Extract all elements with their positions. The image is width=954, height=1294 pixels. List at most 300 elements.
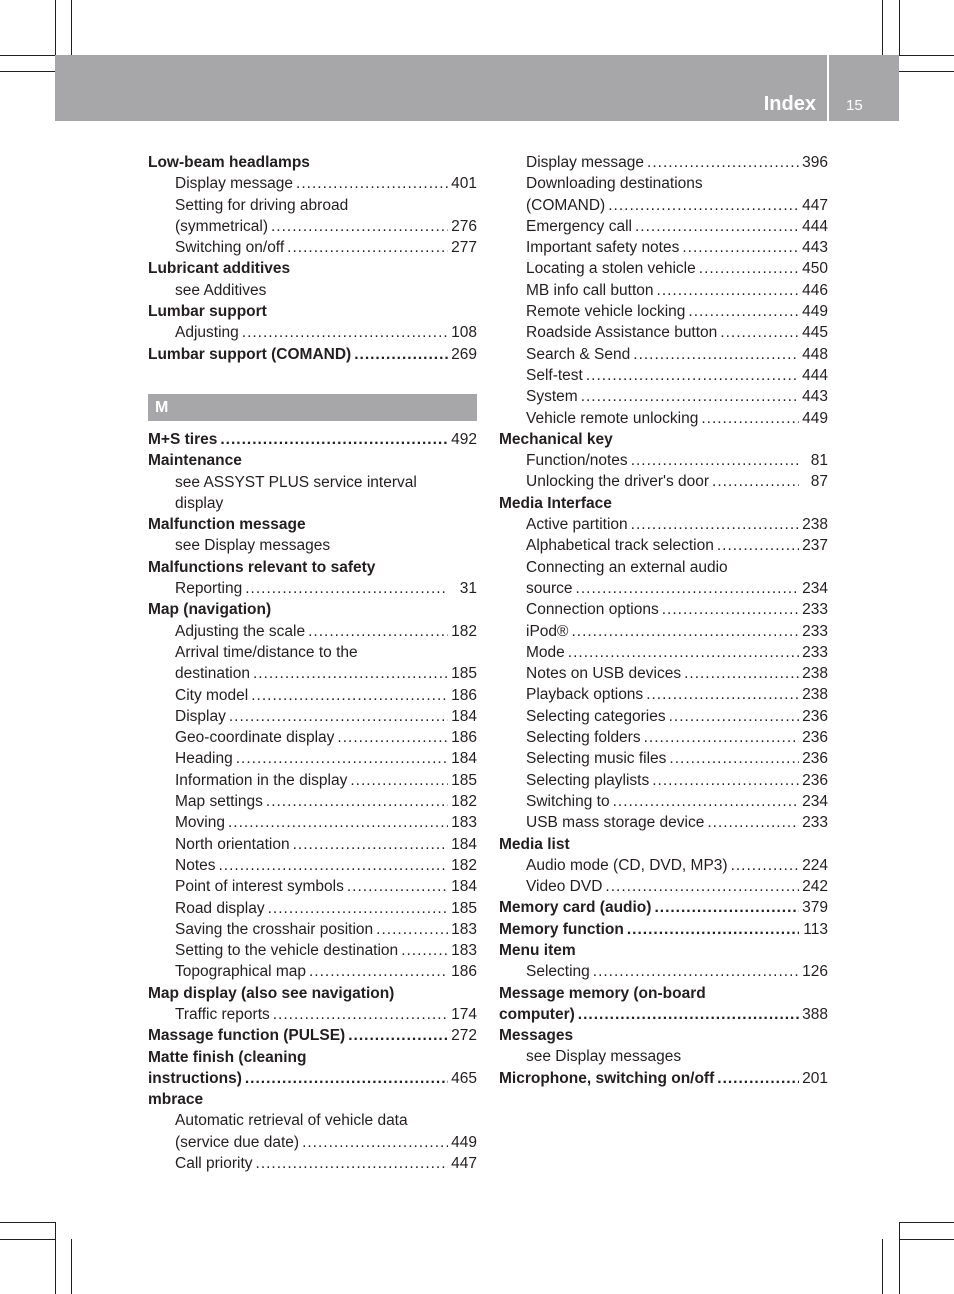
entry-text: Mechanical key (499, 430, 613, 448)
dot-leader (699, 258, 799, 279)
index-subentry (148, 535, 477, 556)
dot-leader (669, 748, 799, 769)
entry-text: Microphone, switching on/off (499, 1069, 715, 1087)
dot-leader (236, 748, 448, 769)
dot-leader (568, 642, 799, 663)
page-reference: 465 (451, 1069, 477, 1087)
entry-text: Saving the crosshair position (175, 920, 374, 938)
page-reference: 236 (802, 750, 828, 768)
index-entry (499, 493, 828, 514)
entry-text: (service due date) (175, 1133, 300, 1151)
index-subentry (148, 748, 477, 769)
entry-text: Audio mode (CD, DVD, MP3) (526, 856, 728, 874)
page-reference: 233 (802, 643, 828, 661)
entry-text: Setting for driving abroad (175, 196, 349, 214)
entry-text: mbrace (148, 1091, 204, 1109)
index-subentry (499, 195, 828, 216)
crop-mark (899, 1239, 954, 1240)
index-subentry (148, 706, 477, 727)
index-subentry (148, 1004, 477, 1025)
page-reference: 233 (802, 814, 828, 832)
page-reference: 444 (802, 366, 828, 384)
index-subentry (499, 791, 828, 812)
index-subentry (499, 599, 828, 620)
dot-leader (578, 1004, 799, 1025)
entry-text: City model (175, 686, 249, 704)
index-subentry (148, 1153, 477, 1174)
entry-text: Vehicle remote unlocking (526, 409, 699, 427)
page-reference: 238 (802, 686, 828, 704)
dot-leader (647, 152, 799, 173)
dot-leader (712, 471, 799, 492)
dot-leader (271, 216, 448, 237)
entry-text: Mode (526, 643, 565, 661)
dot-leader (571, 621, 799, 642)
page-reference: 87 (810, 473, 828, 491)
entry-text: Display message (175, 175, 294, 193)
entry-text: Media list (499, 835, 570, 853)
crop-mark (882, 0, 883, 55)
page-reference: 444 (802, 217, 828, 235)
index-entry (148, 1068, 477, 1089)
dot-leader (662, 599, 799, 620)
index-entry (148, 301, 477, 322)
entry-text: North orientation (175, 835, 290, 853)
page-reference: 242 (802, 878, 828, 896)
index-subentry (499, 770, 828, 791)
index-entry (148, 557, 477, 578)
index-entry (148, 152, 477, 173)
index-subentry (148, 472, 477, 493)
dot-leader (251, 685, 448, 706)
entry-text: Low-beam headlamps (148, 154, 310, 171)
crop-mark (899, 71, 954, 72)
entry-text: Selecting folders (526, 729, 641, 747)
dot-leader (605, 876, 799, 897)
dot-leader (635, 216, 799, 237)
index-subentry (148, 280, 477, 301)
index-subentry (148, 919, 477, 940)
entry-text: Emergency call (526, 217, 632, 235)
page-reference: 401 (451, 175, 477, 193)
index-subentry (148, 727, 477, 748)
dot-leader (627, 919, 799, 940)
dot-leader (646, 684, 799, 705)
page-reference: 233 (802, 622, 828, 640)
page-reference: 238 (802, 516, 828, 534)
entry-text: Self-test (526, 366, 583, 384)
dot-leader (401, 940, 448, 961)
crop-mark (882, 1239, 883, 1294)
dot-leader (245, 578, 448, 599)
entry-text: Memory card (audio) (499, 899, 652, 917)
entry-text: Selecting playlists (526, 771, 650, 789)
index-subentry (499, 855, 828, 876)
entry-text: Switching to (526, 792, 610, 810)
index-subentry (499, 237, 828, 258)
entry-text: Moving (175, 814, 225, 832)
page-reference: 31 (459, 580, 477, 598)
page-reference: 272 (451, 1027, 477, 1045)
dot-leader (707, 812, 799, 833)
index-subentry (148, 791, 477, 812)
entry-text: Lubricant additives (148, 260, 291, 278)
index-subentry (499, 301, 828, 322)
entry-text: display (175, 494, 224, 512)
page-reference: 182 (451, 856, 477, 874)
dot-leader (302, 1132, 448, 1153)
entry-text: Selecting categories (526, 707, 666, 725)
entry-text: Switching on/off (175, 239, 285, 257)
entry-text: Map (navigation) (148, 601, 272, 619)
dot-leader (245, 1068, 448, 1089)
entry-text: Information in the display (175, 771, 348, 789)
entry-text: Traffic reports (175, 1005, 270, 1023)
index-subentry (499, 621, 828, 642)
dot-leader (256, 1153, 448, 1174)
crop-mark (71, 0, 72, 55)
entry-text: Remote vehicle locking (526, 303, 686, 321)
dot-leader (268, 898, 448, 919)
entry-text: Maintenance (148, 452, 242, 470)
dot-leader (608, 195, 799, 216)
dot-leader (229, 706, 448, 727)
dot-leader (228, 812, 448, 833)
page-reference: 184 (451, 707, 477, 725)
entry-text: Display (175, 707, 226, 725)
dot-leader (287, 237, 448, 258)
entry-text: Map display (also see navigation) (148, 984, 395, 1002)
index-subentry (499, 684, 828, 705)
entry-text: Playback options (526, 686, 644, 704)
entry-text: Menu item (499, 941, 576, 959)
entry-text: Arrival time/distance to the (175, 643, 358, 661)
index-column-left (148, 152, 477, 1174)
index-subentry (499, 365, 828, 386)
crop-mark (899, 1222, 900, 1294)
page-reference: 182 (451, 622, 477, 640)
entry-text: Adjusting (175, 324, 239, 342)
dot-leader (348, 1025, 448, 1046)
entry-text: Locating a stolen vehicle (526, 260, 696, 278)
page-reference: 450 (802, 260, 828, 278)
index-subentry (499, 322, 828, 343)
index-subentry (499, 216, 828, 237)
header-divider (827, 55, 829, 121)
index-subentry (148, 237, 477, 258)
entry-text: Search & Send (526, 345, 631, 363)
entry-text: MB info call button (526, 281, 654, 299)
index-entry (148, 599, 477, 620)
page-reference: 449 (802, 303, 828, 321)
page-reference: 183 (451, 920, 477, 938)
page-reference: 185 (451, 665, 477, 683)
index-entry (499, 429, 828, 450)
entry-text: Heading (175, 750, 233, 768)
entry-text: Connection options (526, 601, 659, 619)
dot-leader (631, 450, 799, 471)
index-subentry (148, 621, 477, 642)
crop-mark (55, 0, 56, 55)
dot-leader (613, 791, 799, 812)
dot-leader (253, 663, 448, 684)
index-entry (499, 919, 828, 940)
index-subentry (148, 1110, 477, 1131)
index-subentry (148, 322, 477, 343)
index-subentry (499, 280, 828, 301)
entry-text: see ASSYST PLUS service interval (175, 473, 417, 491)
page-reference: 81 (810, 452, 828, 470)
crop-mark (0, 1239, 55, 1240)
entry-text: Media Interface (499, 494, 612, 512)
index-subentry (499, 961, 828, 982)
index-subentry (148, 940, 477, 961)
entry-text: Selecting (526, 963, 590, 981)
page-number: 15 (846, 97, 863, 114)
page-reference: 443 (802, 388, 828, 406)
entry-text: Geo-coordinate display (175, 729, 335, 747)
entry-text: see Display messages (175, 537, 331, 555)
entry-text: Unlocking the driver's door (526, 473, 710, 491)
index-subentry (499, 748, 828, 769)
index-entry (499, 983, 828, 1004)
index-column-right (499, 152, 828, 1089)
index-subentry (499, 386, 828, 407)
entry-text: Video DVD (526, 878, 603, 896)
dot-leader (644, 727, 799, 748)
dot-leader (337, 727, 448, 748)
page-reference: 448 (802, 345, 828, 363)
entry-text: Display message (526, 154, 645, 171)
index-entry (148, 1025, 477, 1046)
page-reference: 234 (802, 579, 828, 597)
section-letter: M (148, 394, 477, 421)
index-subentry (148, 898, 477, 919)
page-reference: 379 (802, 899, 828, 917)
index-subentry (499, 557, 828, 578)
entry-text: Notes (175, 856, 216, 874)
index-entry (148, 1047, 477, 1068)
dot-leader (273, 1004, 448, 1025)
index-subentry (148, 1132, 477, 1153)
page-reference: 185 (451, 899, 477, 917)
dot-leader (633, 344, 799, 365)
entry-text: Notes on USB devices (526, 665, 682, 683)
dot-leader (309, 961, 448, 982)
entry-text: Massage function (PULSE) (148, 1027, 346, 1045)
page-title: Index (763, 93, 816, 115)
dot-leader (308, 621, 448, 642)
entry-text: Matte finish (cleaning (148, 1048, 307, 1066)
dot-leader (669, 706, 799, 727)
page-reference: 449 (802, 409, 828, 427)
index-entry (499, 1025, 828, 1046)
dot-leader (354, 344, 448, 365)
index-entry (499, 940, 828, 961)
entry-text: Message memory (on-board (499, 984, 706, 1002)
index-subentry (148, 642, 477, 663)
page-reference: 238 (802, 665, 828, 683)
page-reference: 183 (451, 942, 477, 960)
page-reference: 108 (451, 324, 477, 342)
index-subentry (148, 834, 477, 855)
index-subentry (499, 258, 828, 279)
dot-leader (293, 834, 448, 855)
page-reference: 233 (802, 601, 828, 619)
index-subentry (499, 450, 828, 471)
page-reference: 186 (451, 963, 477, 981)
index-subentry (499, 727, 828, 748)
crop-mark (0, 55, 55, 56)
index-subentry (148, 216, 477, 237)
index-subentry (148, 173, 477, 194)
dot-leader (586, 365, 799, 386)
index-subentry (148, 876, 477, 897)
index-subentry (148, 770, 477, 791)
dot-leader (688, 301, 799, 322)
index-subentry (499, 663, 828, 684)
entry-text: see Display messages (526, 1048, 682, 1066)
dot-leader (652, 770, 799, 791)
dot-leader (654, 897, 799, 918)
dot-leader (717, 1068, 799, 1089)
page-reference: 236 (802, 729, 828, 747)
page-reference: 174 (451, 1005, 477, 1023)
entry-text: Setting to the vehicle destination (175, 942, 399, 960)
entry-text: Lumbar support (COMAND) (148, 345, 352, 363)
dot-leader (717, 535, 799, 556)
crop-mark (899, 1222, 954, 1223)
page-reference: 446 (802, 281, 828, 299)
index-subentry (499, 152, 828, 173)
crop-mark (899, 0, 900, 55)
index-subentry (499, 812, 828, 833)
index-subentry (499, 173, 828, 194)
page-reference: 186 (451, 686, 477, 704)
index-entry (499, 834, 828, 855)
entry-text: instructions) (148, 1069, 242, 1087)
index-entry (499, 1068, 828, 1089)
page-reference: 236 (802, 707, 828, 725)
index-entry (499, 1004, 828, 1025)
dot-leader (347, 876, 448, 897)
dot-leader (657, 280, 799, 301)
crop-mark (0, 1222, 55, 1223)
entry-text: source (526, 579, 573, 597)
index-subentry (499, 642, 828, 663)
index-subentry (148, 961, 477, 982)
index-entry (148, 258, 477, 279)
dot-leader (220, 429, 448, 450)
entry-text: USB mass storage device (526, 814, 705, 832)
page-reference: 186 (451, 729, 477, 747)
entry-text: Alphabetical track selection (526, 537, 714, 555)
page-reference: 184 (451, 750, 477, 768)
page-reference: 237 (802, 537, 828, 555)
index-entry (499, 897, 828, 918)
dot-leader (701, 408, 799, 429)
entry-text: Downloading destinations (526, 175, 703, 193)
page-reference: 126 (802, 963, 828, 981)
index-entry (148, 429, 477, 450)
page-reference: 443 (802, 239, 828, 257)
page-reference: 445 (802, 324, 828, 342)
page-reference: 388 (802, 1005, 828, 1023)
dot-leader (242, 322, 448, 343)
dot-leader (731, 855, 799, 876)
index-subentry (499, 471, 828, 492)
index-subentry (499, 706, 828, 727)
index-subentry (148, 195, 477, 216)
entry-text: System (526, 388, 578, 406)
index-subentry (499, 408, 828, 429)
index-subentry (148, 812, 477, 833)
entry-text: Call priority (175, 1155, 253, 1173)
page-reference: 449 (451, 1133, 477, 1151)
entry-text: Messages (499, 1027, 574, 1045)
index-subentry (148, 493, 477, 514)
entry-text: Automatic retrieval of vehicle data (175, 1112, 408, 1130)
entry-text: iPod® (526, 622, 569, 640)
entry-text: M+S tires (148, 430, 218, 448)
dot-leader (576, 578, 799, 599)
index-entry (148, 344, 477, 365)
page-reference: 276 (451, 217, 477, 235)
page-reference: 201 (802, 1069, 828, 1087)
index-entry (148, 450, 477, 471)
dot-leader (684, 663, 799, 684)
entry-text: Roadside Assistance button (526, 324, 718, 342)
entry-text: Reporting (175, 580, 243, 598)
entry-text: computer) (499, 1005, 575, 1023)
page-reference: 184 (451, 878, 477, 896)
dot-leader (593, 961, 799, 982)
entry-text: (COMAND) (526, 196, 606, 214)
entry-text: Malfunctions relevant to safety (148, 558, 376, 576)
page-reference: 447 (802, 196, 828, 214)
page-reference: 269 (451, 345, 477, 363)
crop-mark (55, 1222, 56, 1294)
entry-text: Road display (175, 899, 265, 917)
entry-text: Function/notes (526, 452, 628, 470)
dot-leader (350, 770, 448, 791)
dot-leader (376, 919, 448, 940)
entry-text: see Additives (175, 281, 267, 299)
index-subentry (499, 535, 828, 556)
index-subentry (148, 685, 477, 706)
dot-leader (296, 173, 448, 194)
index-entry (148, 983, 477, 1004)
dot-leader (720, 322, 799, 343)
page-reference: 185 (451, 771, 477, 789)
entry-text: Adjusting the scale (175, 622, 306, 640)
page-reference: 182 (451, 793, 477, 811)
page-reference: 236 (802, 771, 828, 789)
entry-text: Connecting an external audio (526, 558, 728, 576)
entry-text: Topographical map (175, 963, 306, 981)
page-reference: 113 (803, 920, 828, 938)
dot-leader (219, 855, 449, 876)
dot-leader (682, 237, 799, 258)
entry-text: Important safety notes (526, 239, 680, 257)
entry-text: Active partition (526, 516, 628, 534)
index-entry (148, 514, 477, 535)
page-reference: 396 (802, 154, 828, 171)
entry-text: Lumbar support (148, 303, 267, 321)
page-reference: 183 (451, 814, 477, 832)
entry-text: Malfunction message (148, 516, 306, 534)
index-entry-group (499, 152, 828, 1089)
